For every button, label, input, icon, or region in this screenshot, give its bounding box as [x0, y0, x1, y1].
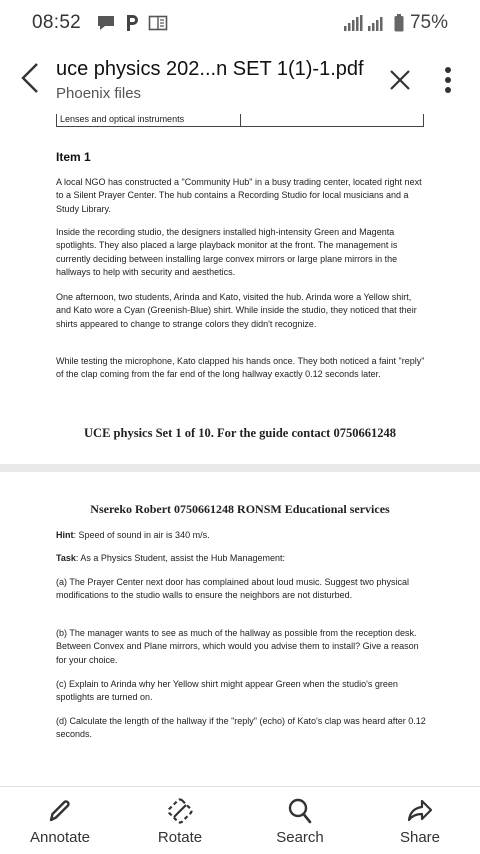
share-icon	[406, 797, 434, 825]
close-button[interactable]	[386, 66, 414, 94]
more-options-button[interactable]	[436, 64, 460, 96]
annotate-button[interactable]	[0, 787, 120, 854]
search-icon	[286, 797, 314, 825]
reader-icon	[148, 15, 168, 31]
close-icon	[386, 66, 414, 94]
back-arrow-icon	[19, 61, 41, 95]
rotate-icon	[166, 797, 194, 825]
hint-text: : Speed of sound in air is 340 m/s.	[73, 530, 210, 540]
task-label: Task	[56, 553, 76, 563]
app-bar	[0, 48, 480, 114]
pdf-viewer[interactable]	[0, 114, 480, 786]
question-c: (c) Explain to Arinda why her Yellow shirt might appear Green when the studio's green spotlights are turned on.	[56, 679, 398, 703]
status-right	[344, 12, 448, 34]
task-line	[56, 552, 428, 565]
battery-percent: 75%	[409, 12, 448, 33]
hint-label: Hint	[56, 530, 74, 540]
table-row	[56, 114, 424, 127]
question-d: (d) Calculate the length of the hallway if the "reply" (echo) of Kato's clap was heard after 0.12 seconds.	[56, 716, 426, 740]
chat-bubble-icon	[96, 14, 116, 32]
page-footer: UCE physics Set 1 of 10. For the guide contact 0750661248	[84, 426, 396, 440]
search-button[interactable]	[240, 787, 360, 854]
paragraph: Inside the recording studio, the designers installed high-intensity Green and Magenta spotlights. They also placed a large playback monitor at the front. The management is currently deciding between installing large convex mirrors or large plane mirrors in the hallways to help with security and aesthetics.	[56, 227, 398, 278]
document-title: uce physics 202...n SET 1(1)-1.pdf	[56, 58, 364, 80]
share-button[interactable]	[360, 787, 480, 854]
pinterest-icon	[124, 14, 140, 32]
item-heading: Item 1	[56, 150, 91, 164]
table-cell-empty	[241, 114, 423, 126]
more-vert-icon	[436, 64, 460, 96]
bottom-toolbar	[0, 786, 480, 854]
annotate-label: Annotate	[29, 829, 91, 846]
paragraph: A local NGO has constructed a "Community Hub" in a busy trading center, located right next to a Silent Prayer Center. The hub contains a Recording Studio for local musicians and a Study Library.	[56, 177, 422, 214]
page-header: Nsereko Robert 0750661248 RONSM Educational services	[90, 502, 390, 516]
table-cell: Lenses and optical instruments	[57, 114, 241, 126]
hint-line	[56, 529, 428, 542]
question-a: (a) The Prayer Center next door has complained about loud music. Suggest two physical modifications to the studio walls to ensure the neighbors are not disturbed.	[56, 577, 410, 601]
question-b: (b) The manager wants to see as much of the hallway as possible from the reception desk. Between Convex and Plane mirrors, which would you advise them to install? Give a reason for your choice.	[56, 628, 419, 665]
task-text: : As a Physics Student, assist the Hub Management:	[75, 553, 285, 563]
back-button[interactable]	[14, 60, 46, 96]
pdf-page-2	[0, 472, 480, 786]
rotate-label: Rotate	[157, 829, 203, 846]
battery-icon	[394, 14, 404, 32]
paragraph: One afternoon, two students, Arinda and Kato, visited the hub. Arinda wore a Yellow shirt, and Kato wore a Cyan (Greenish-Blue) shirt. While inside the studio, they noticed that their shirts appeared to change to strange colors they didn't recognize.	[56, 292, 417, 329]
signal-icon	[344, 15, 388, 31]
share-label: Share	[399, 829, 441, 846]
notification-icons	[96, 14, 168, 32]
search-label: Search	[276, 829, 324, 846]
paragraph: While testing the microphone, Kato clapped his hands once. They both noticed a faint "reply" of the clap coming from the far end of the long hallway exactly 0.12 seconds later.	[56, 356, 425, 380]
pencil-icon	[46, 797, 74, 825]
document-source: Phoenix files	[56, 85, 142, 102]
rotate-button[interactable]	[120, 787, 240, 854]
pdf-page-1	[0, 114, 480, 464]
status-bar	[0, 0, 480, 48]
status-time: 08:52	[32, 12, 82, 33]
